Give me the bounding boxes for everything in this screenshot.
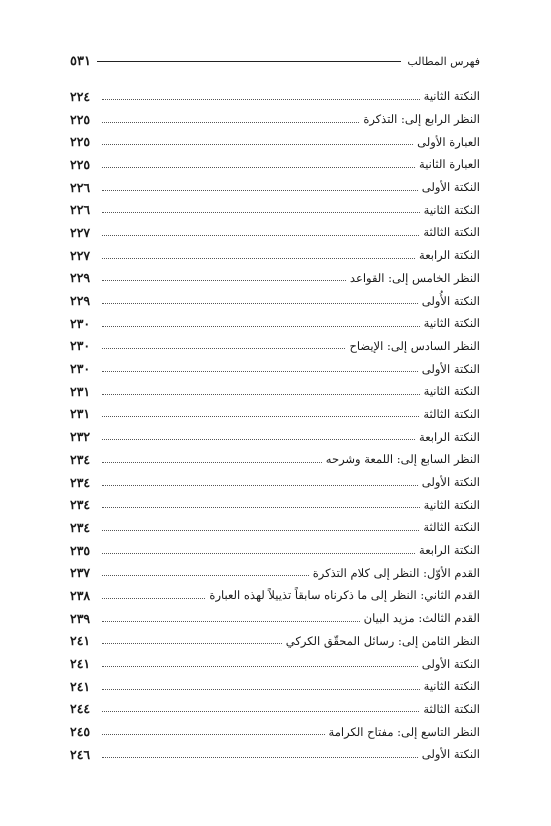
toc-entry-page: ٢٣٤ [70, 519, 91, 535]
dot-leader [102, 530, 419, 531]
dot-leader [102, 689, 420, 690]
toc-entry-page: ٢٣٩ [70, 610, 91, 626]
dot-leader [102, 621, 360, 622]
toc-entry [70, 312, 480, 335]
toc-entry-page: ٢٢٩ [70, 293, 91, 309]
dot-leader [102, 666, 418, 667]
toc-entry-title: النكتة الأُولى [421, 293, 480, 308]
toc-entry-page: ٢٣٤ [70, 451, 91, 467]
toc-entry-title: النكتة الرابعة [419, 543, 480, 558]
page-header [70, 50, 480, 72]
toc-entry [70, 176, 480, 199]
toc-entry-title: النكتة الأولى [421, 361, 480, 376]
toc-entry [70, 403, 480, 426]
toc-entry [70, 357, 480, 380]
toc-entry [70, 130, 480, 153]
toc-entry-page: ٢٤١ [70, 656, 91, 672]
toc-entry [70, 743, 480, 766]
toc-entry-title: النظر السادس إلى: الإيضاح [349, 338, 480, 353]
toc-entry-page: ٢٢٥ [70, 156, 91, 172]
toc-entry-page: ٢٣٠ [70, 315, 91, 331]
toc-entry-title: النكتة الثانية [423, 316, 480, 331]
dot-leader [102, 122, 359, 123]
table-of-contents [70, 85, 480, 766]
page-number: ٥٣١ [70, 53, 91, 69]
dot-leader [102, 280, 346, 281]
running-head-title: فهرس المطالب [407, 54, 480, 68]
toc-entry [70, 267, 480, 290]
toc-entry-title: القدم الأوّل: النظر إلى كلام التذكرة [312, 565, 480, 580]
toc-entry-title: النكتة الأولى [421, 656, 480, 671]
toc-entry-page: ٢٣٤ [70, 474, 91, 490]
toc-entry-page: ٢٢٧ [70, 247, 91, 263]
dot-leader [102, 212, 420, 213]
toc-entry-page: ٢٤١ [70, 678, 91, 694]
toc-entry-title: النظر الرابع إلى: التذكرة [363, 112, 480, 127]
toc-entry [70, 675, 480, 698]
toc-entry [70, 289, 480, 312]
dot-leader [102, 326, 420, 327]
dot-leader [102, 416, 419, 417]
toc-entry [70, 539, 480, 562]
toc-entry [70, 652, 480, 675]
toc-entry [70, 630, 480, 653]
dot-leader [102, 598, 205, 599]
toc-entry-title: النكتة الثانية [423, 497, 480, 512]
toc-entry-page: ٢٣٠ [70, 361, 91, 377]
toc-entry-title: النظر الثامن إلى: رسائل المحقّق الكركي [285, 633, 480, 648]
toc-entry-title: النظر الخامس إلى: القواعد [349, 270, 480, 285]
dot-leader [102, 553, 415, 554]
toc-entry-page: ٢٢٥ [70, 111, 91, 127]
toc-entry-title: النكتة الثالثة [423, 225, 480, 240]
dot-leader [102, 167, 415, 168]
toc-entry-page: ٢٢٦ [70, 202, 91, 218]
toc-entry-page: ٢٣١ [70, 406, 91, 422]
toc-entry-title: النكتة الرابعة [419, 248, 480, 263]
toc-entry-page: ٢٢٩ [70, 270, 91, 286]
toc-entry [70, 471, 480, 494]
toc-entry [70, 221, 480, 244]
toc-entry-page: ٢٤١ [70, 633, 91, 649]
toc-entry-page: ٢٣٥ [70, 542, 91, 558]
toc-entry-title: العبارة الأولى [417, 134, 480, 149]
toc-entry [70, 493, 480, 516]
toc-entry [70, 584, 480, 607]
toc-entry-page: ٢٣٢ [70, 429, 91, 445]
toc-entry-title: النكتة الثانية [423, 202, 480, 217]
toc-entry-page: ٢٤٦ [70, 746, 91, 762]
toc-entry [70, 448, 480, 471]
dot-leader [102, 757, 418, 758]
dot-leader [102, 144, 413, 145]
toc-entry-title: القدم الثاني: النظر إلى ما ذكرناه سابقاً تذييلاً لهذه العبارة [209, 588, 480, 603]
toc-entry-title: النكتة الثانية [423, 679, 480, 694]
dot-leader [102, 371, 418, 372]
toc-entry-page: ٢٣٨ [70, 587, 91, 603]
dot-leader [102, 258, 415, 259]
dot-leader [102, 190, 418, 191]
toc-entry [70, 561, 480, 584]
toc-entry [70, 244, 480, 267]
toc-entry [70, 516, 480, 539]
dot-leader [102, 394, 420, 395]
toc-entry-page: ٢٣١ [70, 383, 91, 399]
toc-entry-page: ٢٢٤ [70, 88, 91, 104]
toc-entry-page: ٢٣٠ [70, 338, 91, 354]
dot-leader [102, 575, 309, 576]
toc-entry [70, 720, 480, 743]
toc-entry [70, 153, 480, 176]
toc-entry [70, 198, 480, 221]
toc-entry [70, 607, 480, 630]
dot-leader [102, 711, 419, 712]
dot-leader [102, 462, 322, 463]
dot-leader [102, 439, 415, 440]
toc-entry [70, 425, 480, 448]
toc-entry [70, 335, 480, 358]
dot-leader [102, 99, 420, 100]
toc-entry-page: ٢٢٦ [70, 179, 91, 195]
dot-leader [102, 734, 325, 735]
header-rule [97, 61, 401, 62]
toc-entry-title: النكتة الثانية [423, 89, 480, 104]
toc-entry-title: النكتة الثالثة [423, 701, 480, 716]
dot-leader [102, 348, 345, 349]
dot-leader [102, 303, 418, 304]
toc-entry-title: النظر السابع إلى: اللمعة وشرحه [325, 452, 480, 467]
dot-leader [102, 643, 282, 644]
dot-leader [102, 507, 420, 508]
toc-entry-title: النكتة الثالثة [423, 406, 480, 421]
toc-entry-page: ٢٤٥ [70, 724, 91, 740]
dot-leader [102, 235, 419, 236]
toc-entry-page: ٢٤٤ [70, 701, 91, 717]
toc-entry-title: النكتة الثانية [423, 384, 480, 399]
dot-leader [102, 485, 418, 486]
toc-entry-title: النكتة الأولى [421, 747, 480, 762]
toc-entry-title: النظر التاسع إلى: مفتاح الكرامة [328, 724, 480, 739]
toc-entry [70, 108, 480, 131]
toc-entry [70, 85, 480, 108]
toc-entry-page: ٢٢٧ [70, 224, 91, 240]
toc-entry-page: ٢٣٧ [70, 565, 91, 581]
toc-entry [70, 380, 480, 403]
toc-entry-title: القدم الثالث: مزيد البيان [363, 611, 480, 626]
toc-entry-page: ٢٣٤ [70, 497, 91, 513]
toc-entry-title: النكتة الأولى [421, 180, 480, 195]
toc-entry-page: ٢٢٥ [70, 134, 91, 150]
toc-entry-title: النكتة الأولى [421, 475, 480, 490]
toc-entry-title: النكتة الرابعة [419, 429, 480, 444]
toc-entry-title: العبارة الثانية [419, 157, 480, 172]
toc-entry-title: النكتة الثالثة [423, 520, 480, 535]
toc-entry [70, 698, 480, 721]
